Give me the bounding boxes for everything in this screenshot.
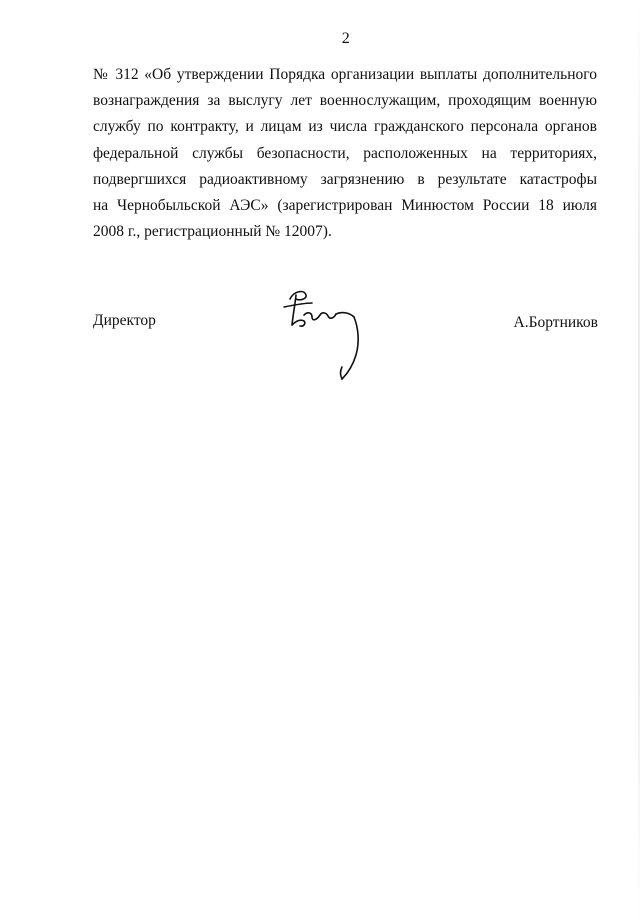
- body-line: на Чернобыльской АЭС» (зарегистрирован Минюстом России 18 июля: [93, 196, 597, 214]
- body-line: № 312 «Об утверждении Порядка организации выплаты дополнительного: [93, 66, 597, 83]
- signer-title: Директор: [93, 312, 156, 329]
- body-line: федеральной службы безопасности, расположенных на территориях,: [93, 144, 597, 162]
- body-line: вознаграждения за выслугу лет военнослужащим, проходящим военную: [93, 92, 597, 110]
- body-line: службу по контракту, и лицам из числа гражданского персонала органов: [93, 118, 597, 136]
- signer-name: А.Бортников: [513, 314, 598, 331]
- page-number: 2: [341, 30, 351, 47]
- body-line: подвергшихся радиоактивному загрязнению в результате катастрофы: [93, 170, 597, 188]
- body-line: 2008 г., регистрационный № 12007).: [93, 223, 332, 241]
- handwritten-signature-icon: [278, 285, 388, 385]
- body-paragraph: [93, 62, 597, 245]
